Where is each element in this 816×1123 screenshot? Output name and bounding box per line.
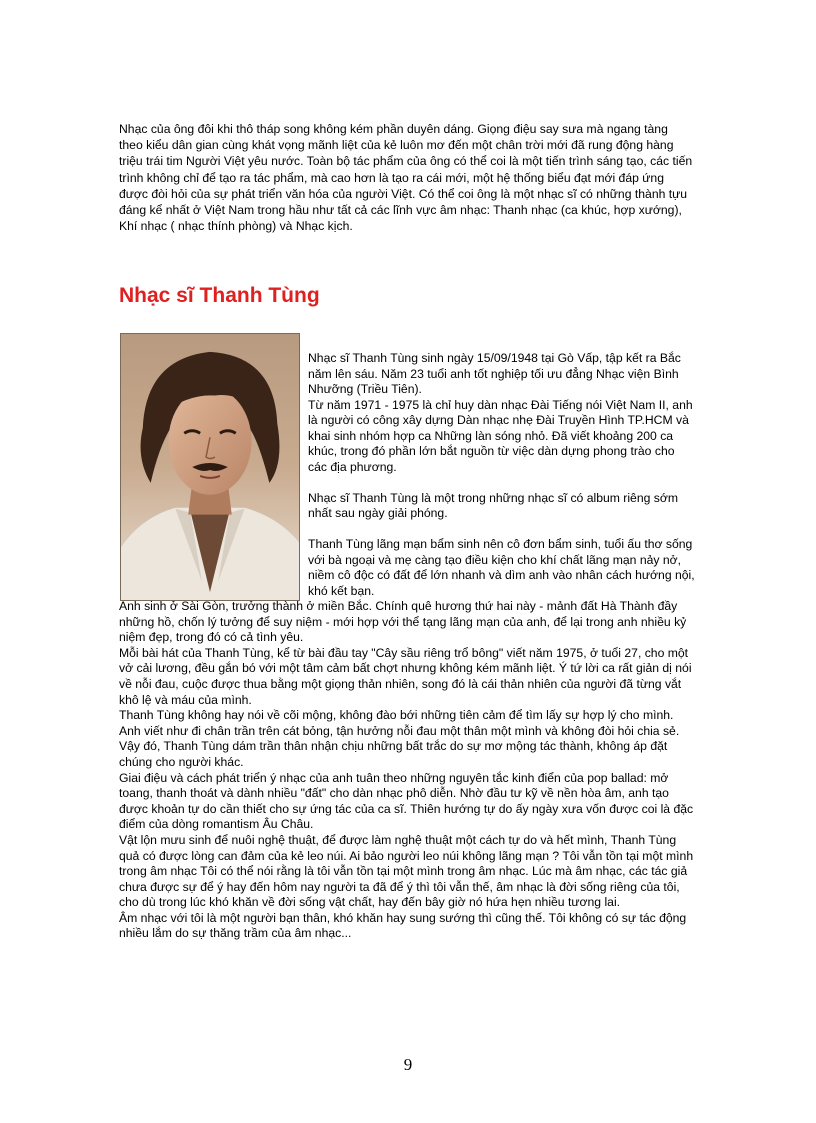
portrait-photo: [120, 333, 300, 601]
body-paragraph: Anh sinh ở Sài Gòn, trưởng thành ở miền Bắc. Chính quê hương thứ hai này - mảnh đất Hà Thành đầy những hồ, chốn lý tưởng để suy niệm - mới hợp với thể tạng lãng mạn của anh, để lại trong anh nhiều kỷ niệm đẹp, trong đó có cả tình yêu.: [119, 599, 687, 645]
side-paragraph: Nhạc sĩ Thanh Tùng là một trong những nhạc sĩ có album riêng sớm nhất sau ngày giải phóng.: [308, 490, 679, 520]
body-paragraph: Vậy đó, Thanh Tùng dám trần thân nhận chịu những bất trắc do sự mơ mộng tác thành, không áp đặt chúng cho người khác.: [119, 739, 668, 769]
intro-paragraph: Nhạc của ông đôi khi thô tháp song không kém phần duyên dáng. Giọng điệu say sưa mà ngang tàng theo kiểu dân gian cùng khát vọng mãnh liệt của kẻ luôn mơ đến một chân trời mới đã rung động hàng triệu trái tim Người Việt yêu nước. Toàn bộ tác phẩm của ông có thể coi là một tiến trình sáng tạo, các tiến trình không chỉ để tạo ra tác phẩm, mà cao hơn là tạo ra cái mới, một hệ thống biểu đạt mới đáp ứng được đòi hỏi của sự phát triển văn hóa của người Việt. Có thể coi ông là một nhạc sĩ có những thành tựu đáng kể nhất ở Việt Nam trong hầu như tất cả các lĩnh vực âm nhạc: Thanh nhạc (ca khúc, hợp xướng), Khí nhạc ( nhạc thính phòng) và Nhạc kịch.: [119, 122, 693, 234]
body-paragraph: Giai điệu và cách phát triển ý nhạc của anh tuân theo những nguyên tắc kinh điển của pop ballad: mở toang, thanh thoát và dành nhiều "đất" cho dàn nhạc phô diễn. Nhờ đầu tư kỹ về nền hòa âm, anh tạo được khoản tự do cần thiết cho sự ứng tác của ca sĩ. Thiên hướng tự do ấy ngày xưa vốn được coi là đặc điểm của dòng romantism Âu Châu.: [119, 770, 694, 832]
body-paragraph: Âm nhạc với tôi là một người bạn thân, khó khăn hay sung sướng thì cũng thế. Tôi không có sự tác động nhiều lắm do sự thăng trầm của âm nhạc...: [119, 910, 687, 941]
side-paragraph: Từ năm 1971 - 1975 là chỉ huy dàn nhạc Đài Tiếng nói Việt Nam II, anh là người có công xây dựng Dàn nhạc nhẹ Đài Truyền Hình TP.HCM và khai sinh nhóm hợp ca Những làn sóng nhỏ. Đã viết khoảng 200 ca khúc, trong đó phần lớn bắt nguồn từ việc dàn dựng phong trào cho các địa phương.: [308, 397, 693, 474]
full-biography: [119, 599, 697, 942]
side-biography: [308, 351, 696, 599]
body-paragraph: Mỗi bài hát của Thanh Tùng, kể từ bài đầu tay "Cây sầu riêng trổ bông" viết năm 1975, ở tuổi 27, cho một vở cải lương, đều gắn bó với một tâm cảm bất chợt nhưng không kém mãnh liệt. Ý tứ lời ca rất giản dị nói về nỗi đau, cuộc được thua bằng một giọng thản nhiên, song đó là cái thản nhiên của người đã từng vắt khô lệ và máu của mình.: [119, 645, 692, 707]
section-heading: Nhạc sĩ Thanh Tùng: [119, 284, 320, 307]
side-paragraph: Nhạc sĩ Thanh Tùng sinh ngày 15/09/1948 tại Gò Vấp, tập kết ra Bắc năm lên sáu. Năm 23 tuổi anh tốt nghiệp tối ưu đẳng Nhạc viện Bình Nhưỡng (Triều Tiên).: [308, 351, 681, 396]
body-paragraph: Vật lộn mưu sinh để nuôi nghệ thuật, để được làm nghệ thuật một cách tự do và hết mình, Thanh Tùng quả có được lòng can đảm của kẻ leo núi. Ai bảo người leo núi không lãng mạn ? Tôi vẫn tồn tại một mình trong âm nhạc Tôi có thể nói rằng là tôi vẫn tồn tại một mình trong âm nhạc. Lúc mà âm nhạc, các tác giả chưa được sự để ý hay đến hôm nay người ta đã để ý thì tôi vẫn thế, âm nhạc là đời sống riêng của tôi, cho dù trong lúc khó khăn về đời sống vật chất, hay đến bây giờ nó hứa hẹn nhiều tương lai.: [119, 832, 694, 910]
side-paragraph: Thanh Tùng lãng mạn bẩm sinh nên cô đơn bẩm sinh, tuổi ấu thơ sống với bà ngoại và mẹ càng tạo điều kiện cho khí chất lãng mạn nảy nở, niềm cô độc có đất để lớn nhanh và dìm anh vào nhân cách hướng nội, khó kết bạn.: [308, 537, 695, 598]
paragraph-spacer: [308, 475, 696, 491]
page-number: 9: [403, 1055, 413, 1074]
portrait-illustration: [121, 334, 299, 600]
paragraph-spacer: [308, 522, 696, 538]
body-paragraph: Thanh Tùng không hay nói về cõi mộng, không đào bới những tiên cảm để tìm lấy sự hợp lý cho mình. Anh viết như đi chân trần trên cát bỏng, tận hưởng nỗi đau một thân một mình và không đòi hỏi chia sẻ.: [119, 708, 680, 738]
